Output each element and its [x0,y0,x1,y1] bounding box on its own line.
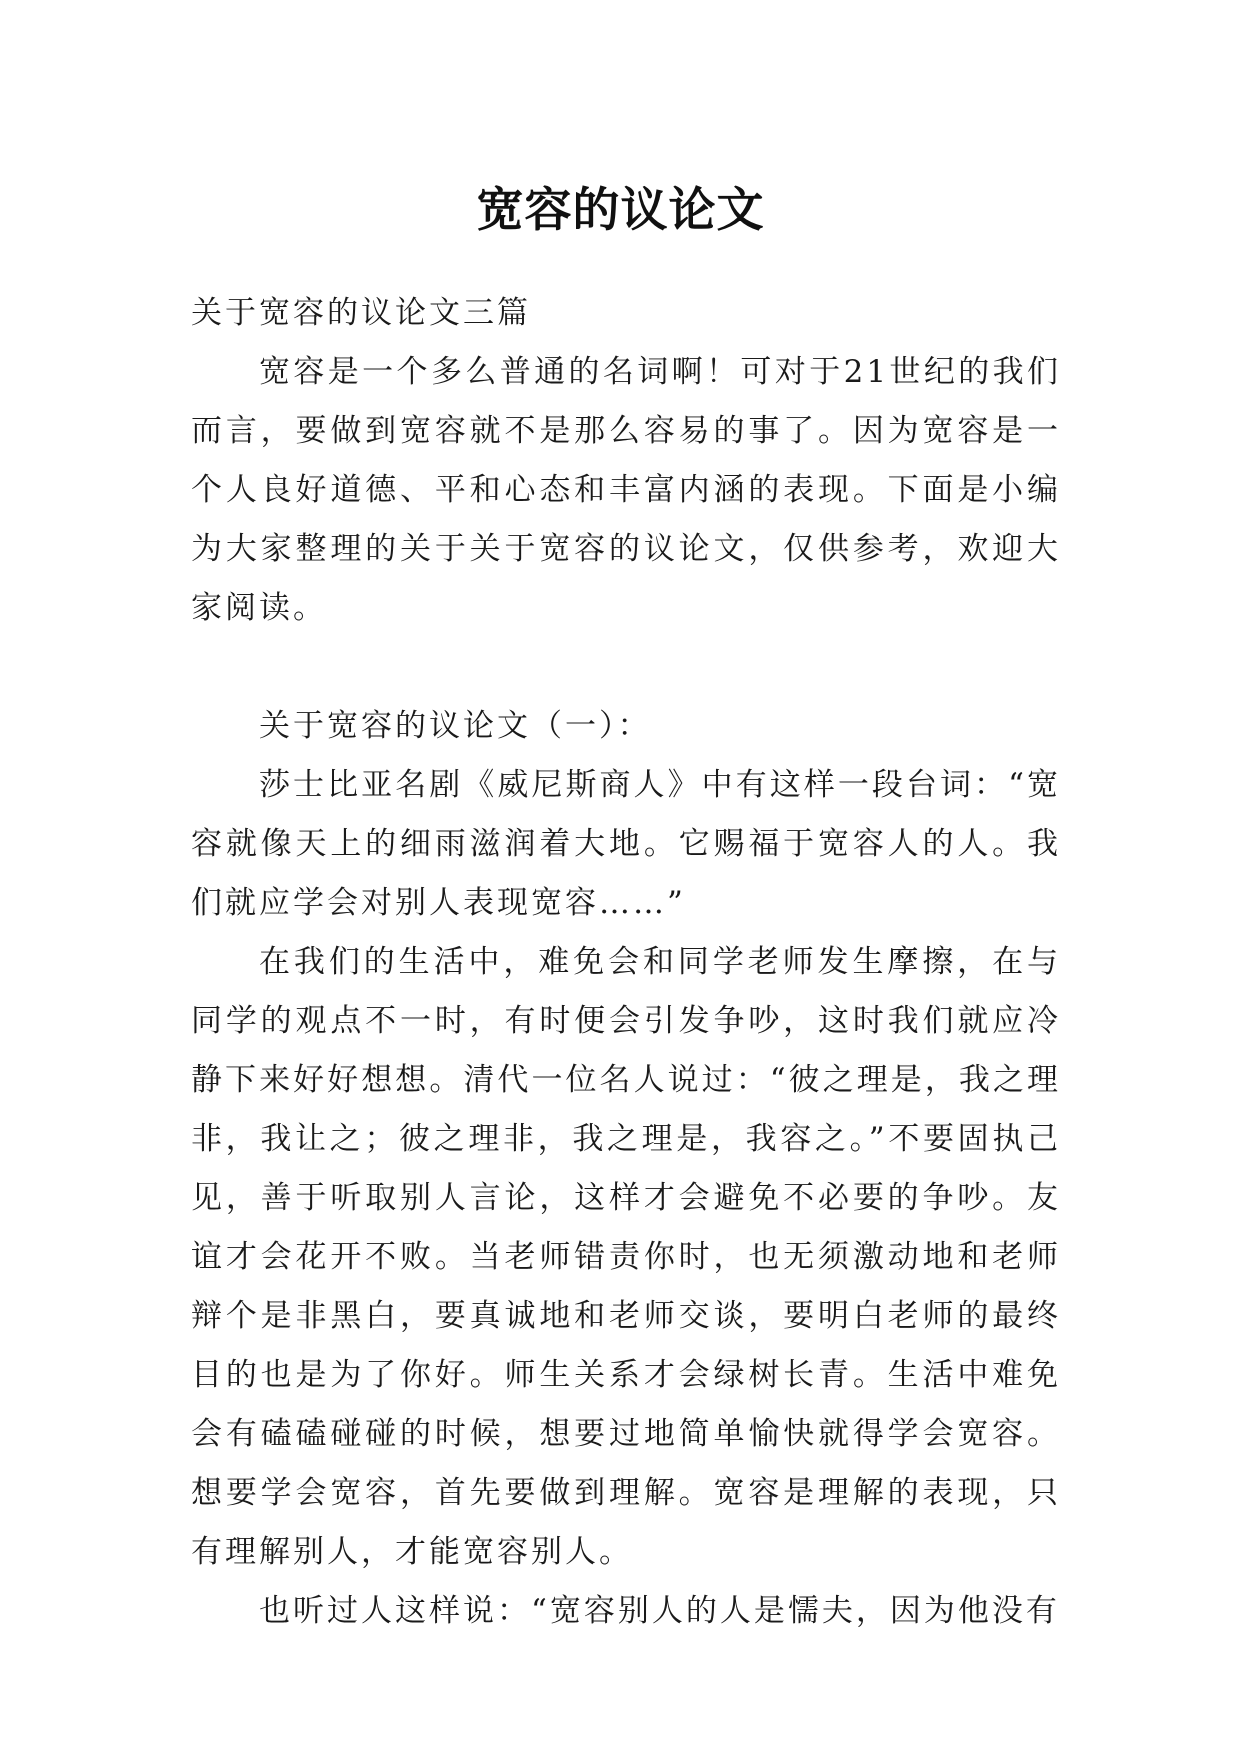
section-heading-one: 关于宽容的议论文（一）： [259,708,652,744]
document-body [191,284,1061,1641]
document-title: 宽容的议论文 [476,183,765,239]
paragraph-intro: 宽容是一个多么普通的名词啊！可对于21世纪的我们而言，要做到宽容就不是那么容易的事了。因为宽容是一个人良好道德、平和心态和丰富内涵的表现。下面是小编为大家整理的关于关于宽容的议论文，仅供参考，欢迎大家阅读。 [191,354,1061,626]
paragraph-shakespeare-quote: 莎士比亚名剧《威尼斯商人》中有这样一段台词：“宽容就像天上的细雨滋润着大地。它赐福于宽容人的人。我们就应学会对别人表现宽容……” [191,767,1061,921]
paragraph-coward-quote: 也听过人这样说：“宽容别人的人是懦夫，因为他没有 [259,1593,1060,1629]
paragraph-life-conflicts: 在我们的生活中，难免会和同学老师发生摩擦，在与同学的观点不一时，有时便会引发争吵，这时我们就应冷静下来好好想想。清代一位名人说过：“彼之理是，我之理非，我让之；彼之理非，我之理是，我容之。”不要固执己见，善于听取别人言论，这样才会避免不必要的争吵。友谊才会花开不败。当老师错责你时，也无须激动地和老师辩个是非黑白，要真诚地和老师交谈，要明白老师的最终目的也是为了你好。师生关系才会绿树长青。生活中难免会有磕磕碰碰的时候，想要过地简单愉快就得学会宽容。想要学会宽容，首先要做到理解。宽容是理解的表现，只有理解别人，才能宽容别人。 [191,944,1061,1570]
paragraph-intro-heading: 关于宽容的议论文三篇 [191,295,531,331]
